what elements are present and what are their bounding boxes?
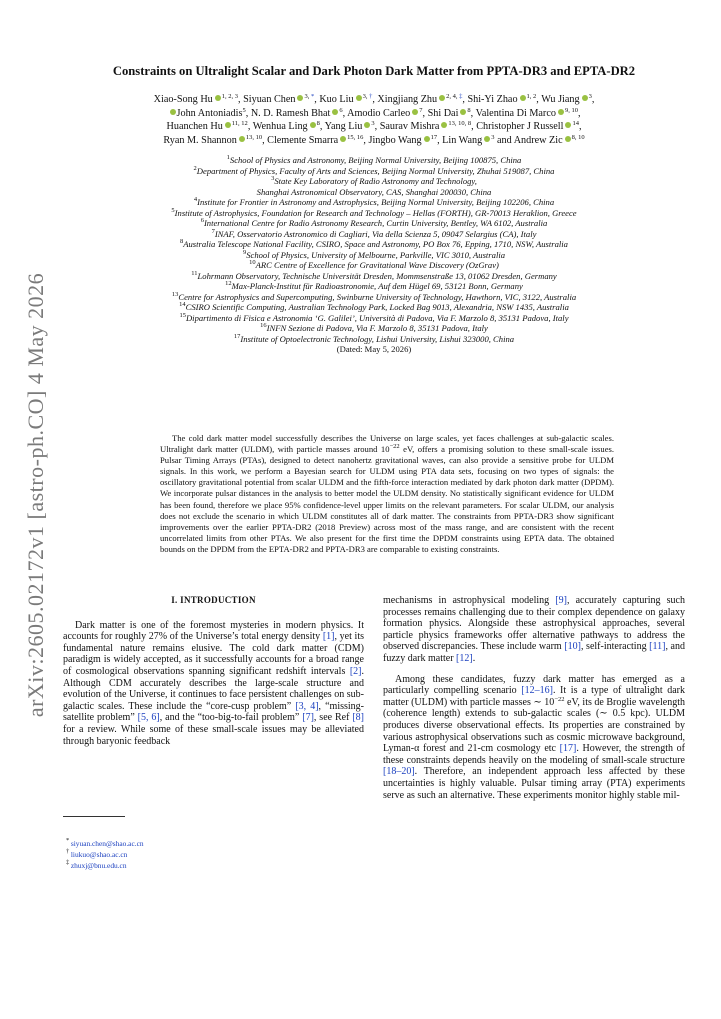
corresponding-author-mark[interactable]: ‡ [457, 93, 463, 100]
orcid-icon[interactable] [225, 122, 231, 128]
affiliation-line [92, 271, 656, 282]
affiliation-text: Institute of Astrophysics, Foundation for Research and Technology – Hellas (FORTH), GR-70013 Heraklion, Greece [174, 207, 577, 218]
abstract-exponent: −22 [389, 443, 400, 451]
author-entry [428, 108, 471, 119]
body-text: Among these candidates, fuzzy dark matter has emerged as a particularly compelling scenario [383, 673, 685, 697]
affiliation-text: Institute for Frontier in Astronomy and Astrophysics, Beijing Normal University, Beijing 102206, China [197, 197, 555, 207]
author-name: Kuo Liu [319, 94, 354, 105]
citation-link[interactable]: [5, 6] [137, 712, 160, 724]
author-affiliation-numbers: 11, 12 [231, 120, 248, 128]
intro-paragraph-1 [63, 620, 364, 748]
affiliation-text: CSIRO Scientific Computing, Australian Technology Park, Locked Bag 9013, Alexandria, NSW 1435, Australia [185, 302, 569, 312]
author-affiliation-numbers: 8 [316, 120, 320, 128]
body-text: mechanisms in astrophysical modeling [383, 595, 556, 606]
author-name: Jingbo Wang [368, 134, 422, 146]
body-text: , “missing-satellite problem” [63, 700, 364, 724]
author-name: Shi Dai [427, 107, 459, 119]
author-entry [163, 135, 262, 146]
body-text: . [472, 652, 476, 664]
body-text: . It is a type of ultralight dark matter (ULDM) with particle masses ∼ 10 [383, 685, 685, 708]
citation-link[interactable]: [10] [564, 641, 581, 653]
orcid-icon[interactable] [170, 109, 176, 115]
affiliation-text: School of Physics and Astronomy, Beijing Normal University, Beijing 100875, China [229, 155, 522, 165]
affiliation-number: 2 [193, 164, 197, 172]
orcid-icon[interactable] [565, 122, 571, 128]
author-entry [267, 135, 363, 146]
orcid-icon[interactable] [332, 109, 338, 115]
footnote-entry [66, 838, 316, 849]
author-name: Valentina Di Marco [475, 107, 556, 119]
affiliation-line [92, 313, 656, 324]
author-name: Christopher J Russell [476, 121, 564, 133]
body-text: , see Ref [313, 712, 353, 724]
citation-link[interactable]: [18–20] [383, 766, 415, 778]
author-name: Amodio Carleo [347, 107, 411, 119]
abstract-part-2: eV, offers a promising solution to these small-scale issues. Pulsar Timing Arrays (PTAs), designed to detect nanohertz gravitational waves, can also provide a sensitive probe for ULDM signals. In this work, we perform a Bayesian search for ULDM using PTA data sets, focusing on two types of signals: the oscillatory gravitational potential from scalar ULDM and the fifth-force interaction mediated by dark photon dark matter (DPDM). We incorporate pulsar distances in the analysis to better model the ULDM density. No statistically significant evidence for ULDM has been found, therefore we place 95% confidence-level upper limits on the relevant parameters. For scalar ULDM, our analysis does not exclude the scenario in which ULDM constitutes all of dark matter. The constraints from PPTA-DR3 show significant improvements over the earlier PPTA-DR2 (2018 Preview) across most of the mass range, and are consistent with the recent uncorrelated limits from other PTAs. We also present for the first time the DPDM constraints using EPTA data. The obtained bounds on the DPDM from the EPTA-DR2 and PPTA-DR3 are comparable to existing constraints. [160, 444, 615, 554]
author-affiliation-numbers: 5 [242, 106, 246, 114]
affiliation-text: ARC Centre of Excellence for Gravitational Wave Discovery (OzGrav) [255, 260, 499, 270]
author-list: Xiao-Song Hu $^{1, 2, 3}$, Siyuan Chen $^{3, *}$, Kuo Liu $^{3, \dagger}$, Xingjiang Zhu $^{2, 4, \ddagger}$, Shi-Yi Zhao $^{1, 2}$, Wu Jiang $^3$, John Antoniadis$^5$, N. D. Ramesh Bhat $^6$, Amodio Carleo $^7$, Shi Dai $^8$, Valentina Di Marco $^{9, 10}$, Huanchen Hu $^{11, 12}$, Wenhua Ling $^8$, Yang Liu $^3$, Saurav Mishra $^{13, 10, 8}$, Christopher J Russell $^{14}$, Ryan M. Shannon $^{13, 10}$, Clemente Smarra $^{15, 16}$, Jingbo Wang $^{17}$, Lin Wang $^3$ and Andrew Zic $^{8, 10}$ [153, 93, 595, 146]
orcid-icon[interactable] [412, 109, 418, 115]
author-affiliation-numbers: 1, 2, 3 [221, 93, 239, 100]
affiliation-line [92, 229, 656, 240]
paper-title: Constraints on Ultralight Scalar and Dark Photon Dark Matter from PPTA-DR3 and EPTA-DR2 [112, 64, 636, 78]
footnote-divider [63, 816, 125, 817]
corresponding-author-mark[interactable]: * [309, 93, 315, 100]
body-text: eV, its de Broglie wavelength (coherence length) extends to sub-galactic scales (∼ 0.5 kpc). ULDM produces diverse observational effects. Its properties are constrained by various astrophysical observations such as cosmic microwave background, Lyman-α forest and 21-cm cosmology etc [383, 696, 685, 755]
citation-link[interactable]: [12–16] [521, 685, 553, 697]
orcid-icon[interactable] [582, 95, 588, 101]
affiliation-number: 12 [225, 280, 232, 287]
affiliation-text: State Key Laboratory of Radio Astronomy and Technology, [274, 176, 477, 186]
affiliation-text: Lohrmann Observatory, Technische Universität Dresden, Mommsenstraße 13, 01062 Dresden, Germany [197, 270, 557, 281]
orcid-icon[interactable] [424, 136, 430, 142]
citation-link[interactable]: [17] [559, 743, 577, 755]
orcid-icon[interactable] [239, 136, 245, 142]
author-name: Clemente Smarra [267, 134, 339, 146]
author-name: N. D. Ramesh Bhat [250, 107, 331, 119]
citation-link[interactable]: [12] [456, 652, 473, 664]
author-affiliation-numbers: 13, 10 [245, 133, 263, 141]
footnote-mark: ‡ [66, 859, 71, 866]
orcid-icon[interactable] [215, 95, 221, 101]
author-name: Andrew Zic [513, 134, 563, 146]
author-name: Saurav Mishra [379, 121, 440, 133]
author-affiliation-numbers: 3, * [304, 93, 315, 100]
orcid-icon[interactable] [565, 136, 571, 142]
affiliation-line [92, 302, 656, 313]
affiliation-text: INFN Sezione di Padova, Via F. Marzolo 8, 35131 Padova, Italy [266, 323, 488, 333]
dated-line: (Dated: May 5, 2026) [336, 344, 412, 354]
author-affiliation-numbers: 2, 4, ‡ [446, 93, 463, 100]
author-entry [476, 108, 578, 119]
exponent: −22 [554, 695, 565, 703]
citation-link[interactable]: [2] [349, 665, 362, 677]
author-name: John Antoniadis [176, 107, 243, 119]
body-text: . Although CDM accurately describes the large-scale structure and evolution of the Universe, it continues to face persistent challenges on sub-galactic scales. These include the “core-cusp problem” [63, 665, 364, 712]
footnote-email-link[interactable]: zhuxj@bnu.edu.cn [70, 861, 127, 870]
author-entry [167, 121, 248, 132]
author-affiliation-numbers: 3 [491, 133, 495, 141]
affiliation-line [92, 155, 656, 166]
affiliation-number: 16 [260, 322, 267, 329]
affiliation-number: 8 [180, 238, 184, 245]
body-text: , and fuzzy dark matter [383, 641, 685, 664]
author-affiliation-numbers: 15, 16 [347, 133, 364, 141]
footnote-email-link[interactable]: liukuo@shao.ac.cn [70, 850, 128, 859]
affiliation-number: 10 [249, 259, 256, 266]
affiliation-text: Shanghai Astronomical Observatory, CAS, Shanghai 200030, China [256, 186, 492, 197]
author-name: Wenhua Ling [252, 121, 308, 133]
affiliation-line [92, 239, 656, 250]
author-affiliation-numbers: 3, † [362, 93, 373, 100]
orcid-icon[interactable] [520, 95, 526, 101]
author-entry [325, 121, 375, 132]
affiliation-line [92, 208, 656, 219]
author-affiliation-numbers: 8 [467, 106, 471, 114]
affiliation-text: School of Physics, University of Melbourne, Parkville, VIC 3010, Australia [246, 249, 506, 260]
affiliation-text: Australia Telescope National Facility, CSIRO, Space and Astronomy, PO Box 76, Epping, 1710, NSW, Australia [183, 239, 568, 249]
section-heading-introduction: I. INTRODUCTION [171, 595, 256, 605]
footnote-entry [66, 849, 316, 860]
affiliation-text: Institute of Optoelectronic Technology, Lishui University, Lishui 323000, China [240, 333, 515, 344]
author-name: Xiao-Song Hu [153, 94, 213, 105]
author-and: and [496, 134, 514, 146]
body-text: . However, the strength of these constraints depends heavily on the modeling of small-scale structure [383, 743, 686, 766]
author-affiliation-numbers: 3 [588, 93, 592, 100]
author-entry [154, 94, 238, 105]
author-affiliation-numbers: 3 [371, 120, 375, 128]
arxiv-id-text: arXiv:2605.02172v1 [astro-ph.CO] 4 May 2026 [23, 272, 48, 718]
orcid-icon[interactable] [297, 95, 303, 101]
affiliation-number: 9 [242, 248, 247, 256]
author-affiliation-numbers: 9, 10 [564, 106, 578, 114]
author-name: Xingjiang Zhu [377, 94, 438, 105]
author-entry [514, 135, 585, 146]
affiliation-text: International Centre for Radio Astronomy Research, Curtin University, Bentley, WA 6102, Australia [203, 218, 548, 228]
citation-link[interactable]: [11] [649, 641, 666, 653]
orcid-icon[interactable] [460, 109, 466, 115]
orcid-icon[interactable] [356, 95, 362, 101]
arxiv-identifier-stamp [16, 272, 56, 718]
orcid-icon[interactable] [558, 109, 564, 115]
affiliation-line [92, 197, 656, 208]
citation-link[interactable]: [9] [555, 595, 567, 606]
author-name: Yang Liu [324, 121, 363, 133]
body-text: Dark matter is one of the foremost mysteries in modern physics. It accounts for roughly 27% of the Universe’s total energy density [63, 619, 364, 643]
author-name: Ryan M. Shannon [163, 134, 237, 146]
author-entry [369, 135, 438, 146]
affiliation-line [92, 323, 656, 334]
orcid-icon[interactable] [364, 122, 370, 128]
author-entry [253, 121, 320, 132]
author-name: Huanchen Hu [166, 121, 223, 133]
affiliation-text: Max-Planck-Institut für Radioastronomie, Auf dem Hügel 69, 53121 Bonn, Germany [231, 281, 523, 291]
affiliation-list [92, 155, 656, 355]
affiliation-text: Centre for Astrophysics and Supercomputing, Swinburne University of Technology, Hawthorn, VIC, 3122, Australia [178, 291, 577, 302]
affiliation-text: Dipartimento di Fisica e Astronomia ‘G. Galilei’, Università di Padova, Via F. Marzolo 8, 35131 Padova, Italy [185, 312, 569, 323]
orcid-icon[interactable] [340, 136, 346, 142]
affiliation-number: 5 [171, 206, 175, 214]
affiliation-line [92, 334, 656, 345]
affiliation-line [92, 176, 656, 187]
author-entry [442, 135, 494, 146]
abstract-part-1: The cold dark matter model successfully describes the Universe on large scales, yet faces challenges at sub-galactic scales. Ultralight dark matter (ULDM), with particle masses around 10 [160, 433, 614, 455]
footnote-email-link[interactable]: siyuan.chen@shao.ac.cn [70, 839, 144, 848]
affiliation-line [92, 218, 656, 229]
author-name: Shi-Yi Zhao [467, 94, 518, 105]
author-entry [243, 94, 314, 105]
author-entry [476, 121, 579, 132]
affiliation-number: 14 [179, 301, 186, 308]
affiliation-number: 6 [200, 217, 204, 224]
author-entry [251, 108, 343, 119]
author-name: Wu Jiang [541, 94, 580, 105]
author-entry [380, 121, 471, 132]
affiliation-number: 17 [233, 332, 241, 340]
affiliation-number: 4 [193, 196, 198, 203]
author-entry [347, 108, 422, 119]
body-text: , and the “too-big-to-fail problem” [159, 712, 303, 724]
footnote-mark: * [66, 837, 71, 844]
footnote-entry [66, 860, 316, 871]
citation-link[interactable]: [7] [302, 712, 314, 724]
author-affiliation-numbers: 14 [572, 120, 579, 128]
affiliation-number: 7 [211, 227, 215, 235]
body-text: . Therefore, an independent approach less affected by these uncertainties is highly valuable. Pulsar timing array (PTA) experiments serve as such an alternative. These experiments monitor highly stable mil- [383, 766, 685, 801]
affiliation-number: 13 [171, 290, 179, 298]
orcid-icon[interactable] [439, 95, 445, 101]
affiliation-number: 15 [179, 311, 186, 319]
footnotes [66, 838, 316, 871]
body-text: , self-interacting [580, 641, 650, 653]
right-column [383, 595, 685, 801]
affiliation-number: 3 [271, 175, 275, 182]
orcid-icon[interactable] [484, 136, 490, 142]
citation-link[interactable]: [1] [322, 631, 335, 643]
affiliation-text: Department of Physics, Faculty of Arts and Sciences, Beijing Normal University, Zhuhai 519087, China [196, 165, 555, 176]
affiliation-line [92, 166, 656, 177]
author-entry [541, 94, 592, 105]
intro-paragraph-2 [383, 674, 685, 802]
affiliation-line [92, 260, 656, 271]
author-entry [168, 108, 246, 119]
affiliation-line [92, 292, 656, 303]
author-affiliation-numbers: 7 [419, 106, 423, 114]
author-name: Lin Wang [442, 134, 483, 146]
affiliation-number: 1 [226, 154, 230, 161]
affiliation-text: INAF, Osservatorio Astronomico di Cagliari, Via della Scienza 5, 09047 Selargius (CA), Italy [214, 228, 537, 239]
orcid-icon[interactable] [441, 122, 447, 128]
author-affiliation-numbers: 6 [339, 106, 343, 114]
affiliation-line [92, 250, 656, 261]
left-column [63, 595, 364, 747]
author-entry [319, 94, 372, 105]
intro-paragraph-1-continued [383, 595, 685, 665]
citation-link[interactable]: [3, 4] [295, 700, 319, 712]
author-affiliation-numbers: 1, 2 [526, 93, 537, 100]
footnote-mark: † [66, 848, 71, 855]
affiliation-line [92, 187, 656, 198]
orcid-icon[interactable] [310, 122, 316, 128]
abstract [160, 433, 614, 555]
author-entry [377, 94, 462, 105]
body-text: , accurately capturing such processes remains challenging due to their complex dependence on galaxy formation physics. Alongside these astrophysical approaches, several particle physics frameworks offer alternative pathways to address the observed discrepancies. These include warm [383, 595, 685, 653]
author-affiliation-numbers: 17 [430, 133, 438, 141]
author-affiliation-numbers: 8, 10 [571, 133, 585, 141]
corresponding-author-mark[interactable]: † [367, 93, 373, 100]
author-affiliation-numbers: 13, 10, 8 [448, 120, 472, 128]
body-text: for a review. While some of these small-scale issues may be alleviated through baryonic feedback [63, 723, 364, 747]
author-entry [467, 94, 536, 105]
body-text: , yet its fundamental nature remains elusive. The cold dark matter (CDM) paradigm is widely accepted, as it successfully accounts for a broad range of cosmological observations spanning significant redshift intervals [63, 631, 364, 677]
author-name: Siyuan Chen [243, 94, 296, 105]
affiliation-number: 11 [191, 269, 198, 277]
citation-link[interactable]: [8] [352, 712, 364, 724]
